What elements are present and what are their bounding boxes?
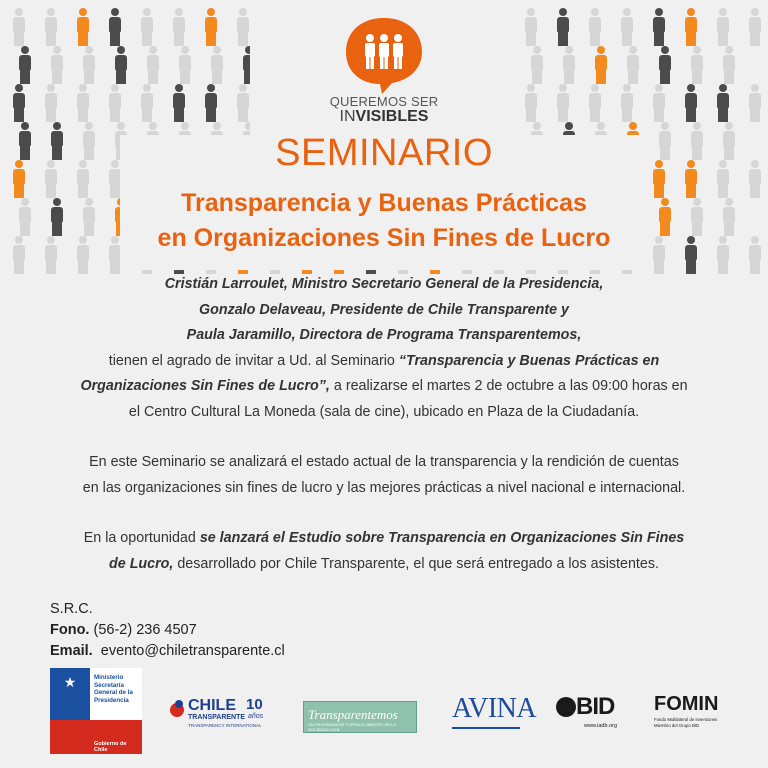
- launch-prefix: En la oportunidad: [83, 530, 200, 546]
- fomin-logo: [654, 693, 718, 737]
- logo-tagline: QUEREMOS SER: [329, 94, 439, 109]
- person-icon: [682, 84, 700, 122]
- person-icon: [112, 46, 130, 84]
- gobierno-label: Gobierno de Chile: [94, 741, 127, 753]
- person-icon: [522, 8, 540, 46]
- person-icon: [16, 46, 34, 84]
- transparentemos-sub: UN PROGRAMA DE FORTALECIMIENTO DE LA SOCIEDAD CIVIL: [308, 722, 396, 732]
- person-icon: [586, 84, 604, 122]
- person-icon: [618, 8, 636, 46]
- person-icon: [106, 8, 124, 46]
- bid-url: www.iadb.org: [584, 723, 618, 729]
- ct-name: CHILE: [188, 697, 236, 714]
- person-icon: [528, 46, 546, 84]
- email-row: [50, 641, 285, 662]
- person-icon: [720, 46, 738, 84]
- contact-block: [50, 599, 285, 662]
- person-icon: [618, 84, 636, 122]
- invite-text: tienen el agrado de invitar a Ud. al Seminario: [108, 352, 399, 369]
- three-people-speech-bubble-icon: [342, 16, 426, 96]
- phone-number[interactable]: (56-2) 236 4507: [93, 622, 197, 638]
- ct-anos: años: [248, 713, 264, 720]
- logo-wordmark-prefix: IN: [339, 108, 356, 125]
- host-line-3: Paula Jaramillo, Directora de Programa Transparentemos,: [186, 327, 582, 343]
- subtitle-line-1: Transparencia y Buenas Prácticas: [181, 189, 587, 217]
- seminar-name-part-2: Organizaciones Sin Fines de Lucro”,: [80, 378, 330, 394]
- invitation-body: [40, 272, 728, 577]
- ministerio-line-2: Secretaría: [94, 681, 124, 689]
- launch-study-part-2: de Lucro,: [109, 555, 174, 572]
- person-icon: [624, 46, 642, 84]
- invite-line-2: [40, 374, 728, 400]
- person-icon: [682, 8, 700, 46]
- person-icon: [74, 8, 92, 46]
- person-icon: [10, 84, 28, 122]
- bid-name: BID: [576, 693, 615, 720]
- logo-wordmark-bold: VISIBLES: [355, 108, 429, 125]
- ct-ti: TRANSPARENCY INTERNATIONAL: [188, 723, 262, 728]
- person-icon: [74, 84, 92, 122]
- bid-circle-icon: [556, 697, 576, 717]
- person-icon: [746, 8, 764, 46]
- bid-logo: [556, 695, 628, 735]
- venue-line: el Centro Cultural La Moneda (sala de cine), ubicado en Plaza de la Ciudadanía.: [128, 403, 640, 420]
- person-icon: [522, 84, 540, 122]
- launch-study-part-1: se lanzará el Estudio sobre Transparencia en Organizaciones Sin Fines: [199, 530, 685, 546]
- person-icon: [106, 84, 124, 122]
- ministerio-logo: [50, 668, 142, 754]
- launch-line-1: [40, 526, 728, 552]
- seminar-subtitle: [0, 186, 768, 256]
- person-icon: [554, 84, 572, 122]
- person-icon: [714, 8, 732, 46]
- avina-logo: [452, 693, 536, 725]
- ministerio-name: [94, 674, 140, 704]
- rsvp-label: S.R.C.: [50, 601, 93, 617]
- logo-wordmark: [318, 108, 450, 126]
- date-time-text: a realizarse el martes 2 de octubre a las 09:00 horas en: [329, 378, 688, 394]
- host-line-1: Cristián Larroulet, Ministro Secretario General de la Presidencia,: [164, 276, 604, 292]
- fomin-name: FOMIN: [654, 693, 719, 715]
- transparentemos-logo: [303, 701, 417, 733]
- ministerio-line-4: Presidencia: [94, 696, 129, 704]
- ministerio-line-1: Ministerio: [94, 674, 124, 681]
- launch-line-2: [40, 552, 728, 578]
- ministerio-line-3: General de la: [94, 689, 133, 696]
- launch-rest: desarrollado por Chile Transparente, el que será entregado a los asistentes.: [173, 555, 659, 572]
- page-title: SEMINARIO: [275, 132, 493, 174]
- person-icon: [554, 8, 572, 46]
- fomin-sub: Fondo Multilateral de Inversiones Miembro del Grupo BID: [654, 717, 718, 728]
- person-icon: [714, 84, 732, 122]
- phone-row: [50, 620, 285, 641]
- ct-sub: TRANSPARENTE: [188, 714, 246, 721]
- phone-label: Fono.: [50, 622, 90, 638]
- person-icon: [170, 84, 188, 122]
- person-icon: [138, 84, 156, 122]
- person-icon: [42, 84, 60, 122]
- person-icon: [656, 46, 674, 84]
- seminar-name-part-1: “Transparencia y Buenas Prácticas en: [398, 352, 660, 369]
- avina-name: AVINA: [452, 693, 537, 724]
- analysis-line-2: en las organizaciones sin fines de lucro y las mejores prácticas a nivel nacional e internacional.: [82, 479, 686, 496]
- ct-ten: 10: [246, 696, 263, 713]
- person-icon: [170, 8, 188, 46]
- subtitle-line-2: en Organizaciones Sin Fines de Lucro: [157, 224, 611, 252]
- star-icon: ★: [63, 675, 77, 691]
- person-icon: [650, 8, 668, 46]
- person-icon: [746, 84, 764, 122]
- person-icon: [138, 8, 156, 46]
- person-icon: [560, 46, 578, 84]
- transparentemos-name: Transparentemos: [308, 707, 398, 722]
- person-icon: [586, 8, 604, 46]
- person-icon: [42, 8, 60, 46]
- person-icon: [10, 8, 28, 46]
- person-icon: [650, 84, 668, 122]
- email-label: Email.: [50, 643, 93, 659]
- analysis-line-1: En este Seminario se analizará el estado actual de la transparencia y la rendición de cuentas: [89, 454, 679, 470]
- person-icon: [202, 8, 220, 46]
- person-icon: [202, 84, 220, 122]
- host-line-2: Gonzalo Delaveau, Presidente de Chile Transparente y: [199, 301, 569, 318]
- person-icon: [48, 46, 66, 84]
- person-icon: [208, 46, 226, 84]
- person-icon: [80, 46, 98, 84]
- invite-line-1: [40, 349, 728, 375]
- email-link[interactable]: evento@chiletransparente.cl: [100, 643, 285, 659]
- person-icon: [176, 46, 194, 84]
- person-icon: [592, 46, 610, 84]
- chile-transparente-logo: [168, 697, 272, 737]
- person-icon: [144, 46, 162, 84]
- person-icon: [688, 46, 706, 84]
